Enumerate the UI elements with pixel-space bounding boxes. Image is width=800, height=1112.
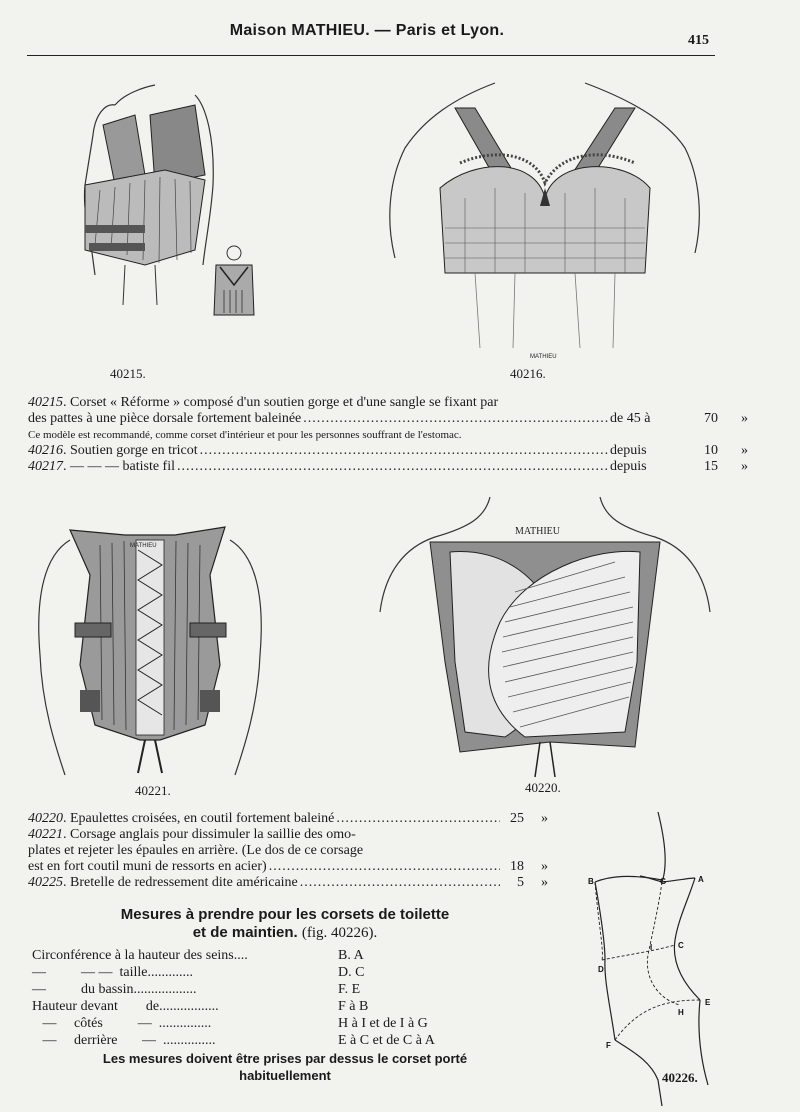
header-divider xyxy=(27,55,715,56)
figure-40221-stamp: MATHIEU xyxy=(130,543,157,549)
item-40216: 40216 . Soutien gorge en tricot ..... depuis 10 » xyxy=(28,443,748,459)
diagram-label-h: H xyxy=(678,1008,684,1017)
mesures-note: Les mesures doivent être prises par dessus le corset porté habituellement xyxy=(102,1051,468,1083)
figure-caption-40221: 40221. xyxy=(135,783,171,798)
epaulettes-croisees-illustration xyxy=(375,492,715,782)
corset-reforme-illustration xyxy=(55,75,275,350)
item-40225: 40225 . Bretelle de redressement dite américaine ..... 5 » xyxy=(28,875,548,891)
top-items-block xyxy=(28,395,748,475)
figure-40216-stamp: MATHIEU xyxy=(530,354,557,360)
figure-40220-stamp: MATHIEU xyxy=(515,526,560,537)
page-number: 415 xyxy=(688,33,709,48)
figure-caption-40220: 40220. xyxy=(525,780,561,795)
item-40221-line2: plates et rejeter les épaules en arrière. (Le dos de ce corsage xyxy=(28,843,364,858)
diagram-label-f: F xyxy=(606,1041,611,1050)
soutien-gorge-illustration xyxy=(385,78,715,363)
mesures-title: Mesures à prendre pour les corsets de toilette et de maintien. (fig. 40226). xyxy=(120,906,450,941)
mesures-table xyxy=(32,947,435,1049)
diagram-label-a: A xyxy=(698,875,704,884)
page-header-title: Maison MATHIEU. — Paris et Lyon. xyxy=(229,22,505,39)
diagram-label-d: D xyxy=(598,965,604,974)
item-40221-line3: est en fort coutil muni de ressorts en acier) ..... 18 » xyxy=(28,859,548,875)
mesure-row: — du bassin.................. F. E xyxy=(32,982,361,997)
item-40220: 40220 . Epaulettes croisées, en coutil fortement baleiné ..... 25 » xyxy=(28,811,548,827)
mesure-row: Hauteur devant de................. F à B xyxy=(32,999,369,1014)
item-40215-line1: 40215 . Corset « Réforme » composé d'un soutien gorge et d'une sangle se fixant par xyxy=(28,395,499,410)
figure-caption-40215: 40215. xyxy=(110,366,146,381)
mesure-row: — — — taille............. D. C xyxy=(32,965,365,980)
figure-caption-40216: 40216. xyxy=(510,366,546,381)
diagram-label-e: E xyxy=(705,998,711,1007)
mesure-row: — derrière — ............... E à C et de C à A xyxy=(32,1033,435,1048)
mesure-row: Circonférence à la hauteur des seins.... B. A xyxy=(32,948,364,963)
item-40215-line2: des pattes à une pièce dorsale fortement baleinée ..... de 45 à 70 » xyxy=(28,411,748,427)
diagram-label-g: G xyxy=(660,877,667,886)
bottom-items-block xyxy=(28,811,548,891)
measurement-diagram-40226 xyxy=(580,810,730,1110)
mesure-row: — côtés — ............... H à I et de I à G xyxy=(32,1016,428,1031)
diagram-label-i: I xyxy=(650,943,653,952)
item-40217: 40217 . — — — batiste fil ..... depuis 15 » xyxy=(28,459,748,475)
corsage-anglais-illustration xyxy=(30,515,270,780)
diagram-label-c: C xyxy=(678,941,684,950)
figure-caption-40226: 40226. xyxy=(662,1070,698,1085)
item-40221-line1: 40221 . Corsage anglais pour dissimuler la saillie des omo- xyxy=(28,827,356,842)
diagram-label-b: B xyxy=(588,877,594,886)
item-40215-note: Ce modèle est recommandé, comme corset d'intérieur et pour les personnes souffrant de l'estomac. xyxy=(28,429,462,441)
